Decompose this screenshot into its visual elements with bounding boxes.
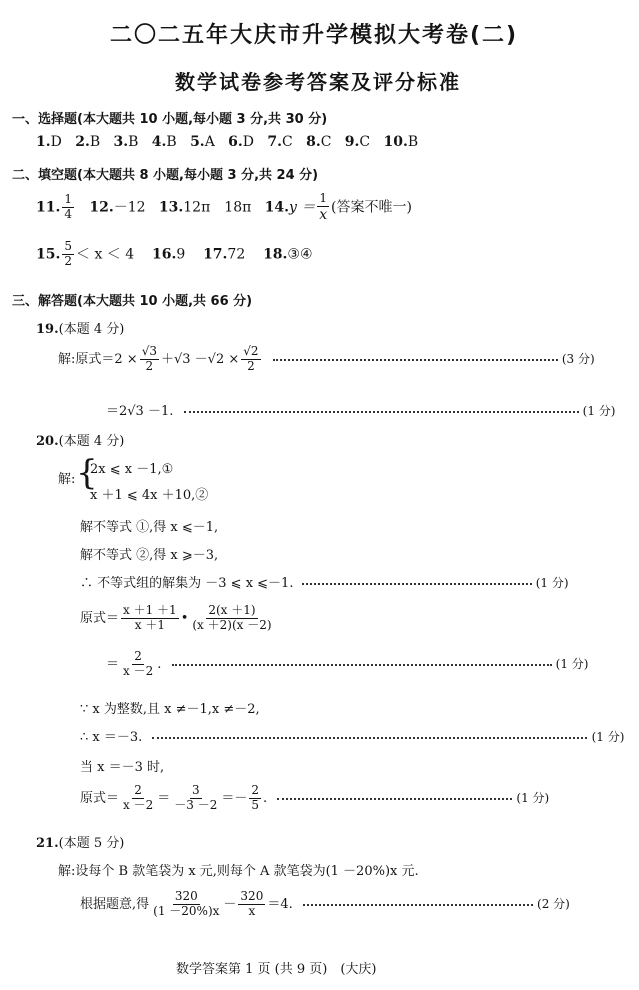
q19-line-1 — [58, 345, 630, 374]
section-heading-solve: 三、解答题(本大题共 10 小题,共 66 分) — [12, 294, 253, 309]
frac-bottom: 2 — [64, 253, 72, 268]
q21-label: 21. — [36, 836, 59, 851]
q20-x-value — [80, 726, 630, 745]
leader-dots — [303, 903, 533, 906]
q17-num: 17. — [203, 246, 228, 263]
frac-top: 2 — [134, 783, 142, 797]
q15-answer: ＜ x ＜ 4 — [76, 246, 135, 263]
q13-num: 13. — [158, 199, 184, 216]
q20-step: 当 x ＝－3 时, — [80, 760, 165, 775]
fraction — [241, 345, 260, 374]
score: (1 分) — [535, 576, 569, 590]
frac-bottom: x — [319, 206, 328, 223]
leader-dots — [172, 663, 552, 666]
frac-top: 2(x ＋1) — [208, 603, 256, 617]
q20-inequality-2: x ＋1 ⩽ 4x ＋10,② — [90, 488, 209, 503]
frac-bottom: 2 — [145, 358, 154, 373]
q15-num: 15. — [36, 246, 61, 263]
q19-middle: ＋√3 －√2 × — [160, 351, 240, 367]
section-heading-fill: 二、填空题(本大题共 8 小题,每小题 3 分,共 24 分) — [12, 168, 319, 183]
frac-bottom: 5 — [251, 797, 259, 812]
score: (1 分) — [516, 790, 550, 805]
q19-result: ＝2√3 －1. — [106, 404, 174, 419]
minus-sign: － — [223, 896, 237, 912]
q18-num: 18. — [263, 246, 288, 263]
answer-num: 4. — [151, 134, 167, 150]
q20-prefix: 原式＝ — [80, 610, 120, 626]
score: (1 分) — [555, 656, 589, 671]
q14-prefix: y ＝ — [289, 199, 316, 216]
q14-num: 14. — [264, 199, 290, 216]
multiply-dot: • — [180, 610, 189, 626]
frac-bottom: (1 －20%)x — [153, 903, 220, 918]
frac-top: 320 — [174, 889, 198, 903]
answer-value: B — [166, 134, 177, 150]
fraction — [121, 650, 155, 679]
answer-num: 10. — [383, 134, 408, 150]
frac-bottom: x －2 — [123, 663, 154, 678]
frac-top: √2 — [243, 344, 259, 358]
frac-top: x ＋1 ＋1 — [123, 603, 177, 617]
period: . — [263, 790, 268, 806]
page-subtitle: 数学试卷参考答案及评分标准 — [175, 70, 461, 94]
answer-value: C — [320, 134, 332, 150]
fraction — [121, 604, 179, 633]
answer-num: 8. — [306, 134, 321, 150]
frac-top: √3 — [141, 344, 157, 358]
q17-answer: 72 — [227, 246, 246, 263]
fraction — [249, 784, 261, 813]
frac-top: 2 — [251, 783, 259, 797]
q21-equals: ＝4. — [267, 896, 293, 912]
period: . — [157, 656, 162, 672]
leader-dots — [184, 410, 579, 413]
answer-value: D — [50, 134, 62, 150]
q20-step: ∴ x ＝－3. — [80, 730, 143, 745]
q20-solution-set — [80, 572, 630, 591]
q20-inequality-1: 2x ⩽ x －1,① — [90, 462, 174, 477]
q15-fraction — [62, 240, 74, 269]
answer-num: 7. — [267, 134, 283, 150]
score: (1 分) — [591, 730, 625, 744]
fill-row-1 — [36, 192, 412, 223]
q20-simplify — [80, 604, 276, 633]
frac-bottom: x — [248, 903, 256, 918]
answer-num: 9. — [344, 134, 360, 150]
equal-sign: ＝－ — [221, 790, 248, 806]
q21-head — [36, 832, 124, 851]
choice-answers — [36, 134, 418, 150]
answer-value: C — [359, 134, 371, 150]
leader-dots — [273, 358, 558, 361]
answer-value: C — [282, 134, 293, 150]
q21-points: (本题 5 分) — [58, 836, 125, 851]
page-title: 二〇二五年大庆市升学模拟大考卷(二) — [110, 23, 519, 48]
frac-top: 320 — [240, 889, 264, 903]
answer-num: 5. — [190, 134, 205, 150]
answer-value: B — [407, 134, 419, 150]
frac-bottom: 4 — [64, 206, 72, 221]
frac-bottom: 2 — [247, 358, 255, 373]
q20-equal: ＝ — [106, 656, 120, 672]
q20-step: 解不等式 ①,得 x ⩽－1, — [80, 520, 219, 535]
answer-value: D — [242, 134, 255, 150]
leader-dots — [302, 582, 532, 585]
q20-head — [36, 430, 124, 449]
score: (2 分) — [537, 896, 570, 911]
frac-bottom: (x ＋2)(x －2) — [192, 617, 272, 632]
q20-jie: 解: — [58, 472, 76, 487]
fraction — [140, 345, 159, 374]
frac-bottom: －3 －2 — [174, 797, 218, 812]
q21-prefix: 根据题意,得 — [80, 896, 150, 912]
frac-top: 1 — [64, 192, 72, 207]
q14-note: (答案不唯一) — [331, 199, 412, 216]
frac-top: 2 — [134, 649, 142, 663]
q21-equation — [80, 890, 630, 919]
q20-final — [80, 784, 630, 813]
q19-line-2 — [106, 400, 615, 419]
answer-num: 1. — [36, 134, 51, 150]
frac-bottom: x ＋1 — [134, 617, 165, 632]
page-footer: 数学答案第 1 页 (共 9 页) (大庆) — [176, 962, 377, 977]
q20-step: ∴ 不等式组的解集为 －3 ⩽ x ⩽－1. — [80, 576, 294, 591]
section-heading-choice: 一、选择题(本大题共 10 小题,每小题 3 分,共 30 分) — [12, 112, 328, 127]
q20-label: 20. — [36, 434, 59, 449]
answer-num: 2. — [75, 134, 90, 150]
q20-simplified — [106, 650, 630, 679]
answer-num: 6. — [228, 134, 243, 150]
q16-num: 16. — [151, 246, 177, 263]
q12-answer: －12 — [113, 199, 146, 216]
q19-head — [36, 318, 124, 337]
fraction — [190, 604, 273, 633]
brace-symbol: { — [76, 453, 98, 493]
fraction — [121, 784, 155, 813]
q20-points: (本题 4 分) — [58, 434, 125, 449]
frac-top: 1 — [319, 191, 328, 205]
fill-row-2 — [36, 240, 313, 269]
q19-prefix: 解:原式＝2 × — [58, 351, 138, 367]
q20-step: 解不等式 ②,得 x ⩾－3, — [80, 548, 219, 563]
q21-setup: 解:设每个 B 款笔袋为 x 元,则每个 A 款笔袋为(1 －20%)x 元. — [58, 864, 419, 879]
answer-num: 3. — [113, 134, 129, 150]
q19-points: (本题 4 分) — [58, 322, 125, 337]
q20-prefix: 原式＝ — [80, 790, 120, 806]
score: (1 分) — [582, 404, 616, 418]
q16-answer: 9 — [176, 246, 186, 263]
fraction — [172, 784, 219, 813]
q13-answer: 12π 18π — [183, 199, 252, 216]
equal-sign: ＝ — [157, 790, 171, 806]
answer-value: B — [128, 134, 139, 150]
fraction — [238, 890, 265, 919]
answer-value: B — [89, 134, 101, 150]
q18-answer: ③④ — [287, 246, 313, 263]
leader-dots — [152, 736, 587, 739]
q19-label: 19. — [36, 322, 59, 337]
answer-value: A — [204, 134, 215, 150]
frac-bottom: x －2 — [123, 797, 154, 812]
fraction — [151, 890, 221, 919]
q14-fraction — [317, 192, 329, 223]
q12-num: 12. — [89, 199, 114, 216]
q20-step: ∵ x 为整数,且 x ≠－1,x ≠－2, — [80, 702, 260, 717]
q11-fraction — [62, 193, 74, 222]
leader-dots — [277, 797, 512, 800]
q11-num: 11. — [36, 199, 61, 216]
frac-top: 3 — [191, 783, 200, 797]
score: (3 分) — [561, 351, 595, 366]
frac-top: 5 — [64, 239, 72, 253]
